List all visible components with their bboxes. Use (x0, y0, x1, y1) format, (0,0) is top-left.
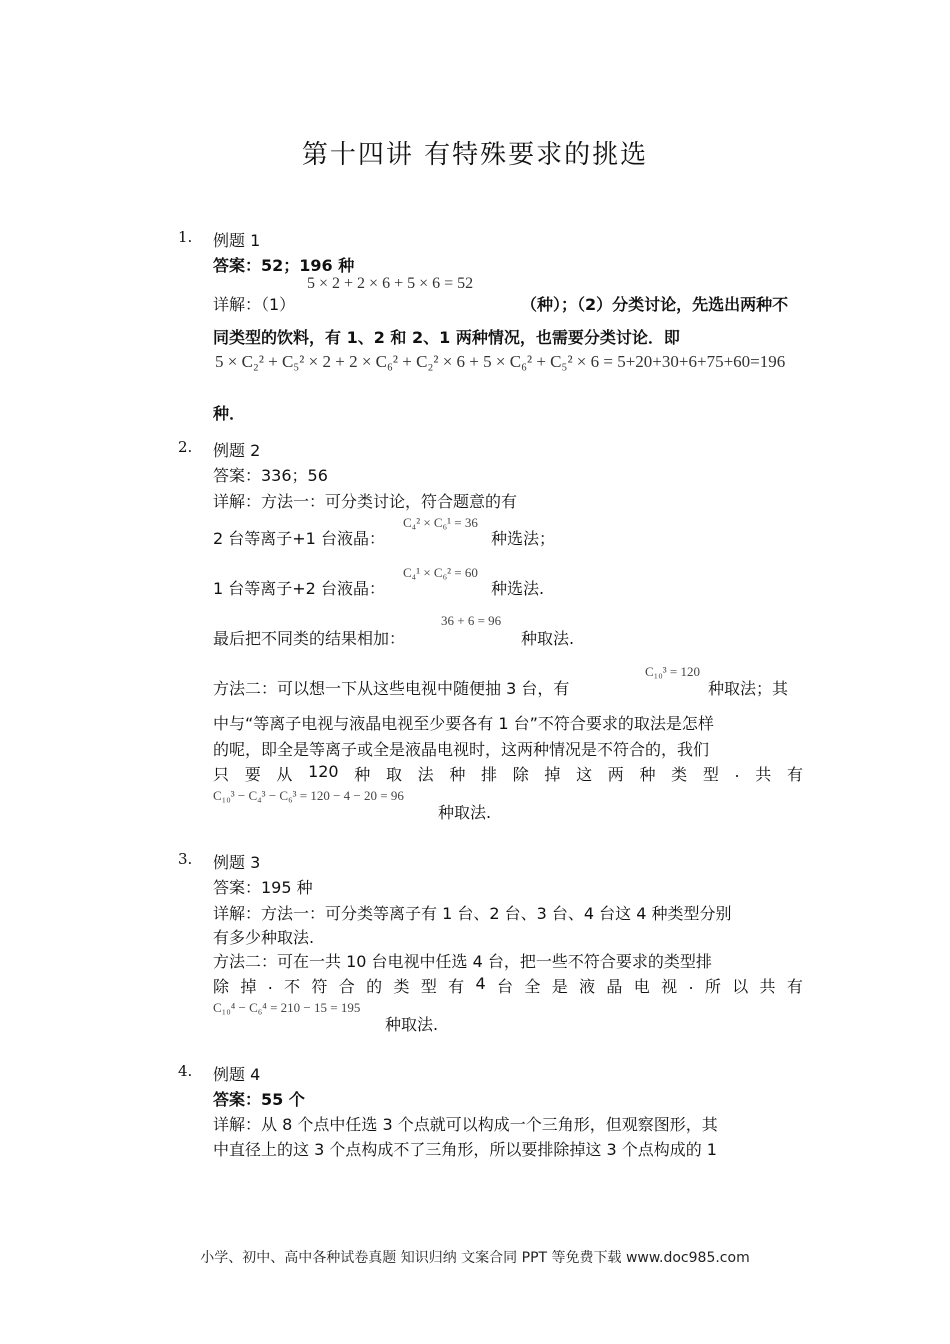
method-2-line-1: 方法二：可在一共 10 台电视中任选 4 台，把一些不符合要求的类型排 (213, 952, 712, 971)
method-2-tail: 种取法；其 (708, 679, 789, 698)
detail-line-1: 详解：从 8 个点中任选 3 个点就可以构成一个三角形，但观察图形，其 (213, 1115, 718, 1134)
word: 的 (366, 977, 383, 996)
word: 两 (607, 765, 624, 784)
word: 型 (420, 977, 437, 996)
item-number: 3. (178, 850, 193, 868)
formula: C₁₀⁴ − C₆⁴ = 210 − 15 = 195 (213, 1000, 361, 1015)
word: 共 (759, 977, 776, 996)
word: 从 (276, 765, 293, 784)
example-label: 例题 2 (213, 441, 261, 460)
method-2-line-1: 方法二：可以想一下从这些电视中随便抽 3 台，有 (213, 679, 570, 698)
formula-1: 5 × 2 + 2 × 6 + 5 × 6 = 52 (307, 275, 474, 292)
example-label: 例题 1 (213, 231, 261, 250)
word: 120 (308, 762, 339, 781)
case-1-tail: 种选法； (491, 529, 556, 548)
detail-tail: （种）；（2）分类讨论，先选出两种不 (521, 295, 789, 314)
detail-line-1: 详解：方法一：可分类等离子有 1 台、2 台、3 台、4 台这 4 种类型分别 (213, 904, 732, 923)
detail-start (213, 292, 295, 315)
word: 视 (661, 977, 678, 996)
item-number: 4. (178, 1062, 193, 1080)
word: 要 (244, 765, 261, 784)
example-label: 例题 3 (213, 853, 261, 872)
word: 不 (284, 977, 301, 996)
case-2-tail: 种选法. (491, 579, 545, 598)
word: 种 (639, 765, 656, 784)
word: 种 (354, 765, 371, 784)
word: 除 (213, 977, 230, 996)
formula-2: 5 × C₂² + C₅² × 2 + 2 × C₆² + C₂² × 6 + 5 × C₆² + C₅² × 6 = 5+20+30+6+75+60=196 (215, 352, 786, 371)
method-2-line-2: 中与“等离子电视与液晶电视至少要各有 1 台”不符合要求的取法是怎样 (213, 714, 714, 733)
word: . (267, 974, 273, 993)
word: 类 (671, 765, 688, 784)
word: 有 (786, 765, 803, 784)
case-2-formula: C₄¹ × C₆² = 60 (403, 565, 478, 580)
sum-formula: 36 + 6 = 96 (441, 613, 502, 628)
tail-text: 种． (213, 404, 246, 423)
method-2-line-2 (213, 974, 803, 997)
word: . (734, 762, 740, 781)
detail-line-2: 中直径上的这 3 个点构成不了三角形，所以要排除掉这 3 个点构成的 1 (213, 1140, 717, 1159)
method-2-formula-2: C₁₀³ − C₄³ − C₆³ = 120 − 4 − 20 = 96 (213, 788, 404, 803)
word: 取 (385, 765, 402, 784)
word: 是 (551, 977, 568, 996)
word: 掉 (544, 765, 561, 784)
word: 液 (579, 977, 596, 996)
word: 电 (633, 977, 650, 996)
word: 合 (338, 977, 355, 996)
example-label: 例题 4 (213, 1065, 261, 1084)
word: . (688, 974, 694, 993)
word: 全 (524, 977, 541, 996)
sum-text: 最后把不同类的结果相加： (213, 629, 406, 648)
word: 法 (417, 765, 434, 784)
word: 种 (449, 765, 466, 784)
method-2-line-4 (213, 762, 803, 785)
answer-text: 答案：52；196 种 (213, 256, 355, 275)
case-1-text: 2 台等离子+1 台液晶： (213, 529, 385, 548)
word: 4 (475, 974, 486, 993)
detail-text: 详解：方法一：可分类讨论，符合题意的有 (213, 492, 518, 511)
word: 只 (213, 765, 230, 784)
word: 掉 (240, 977, 257, 996)
answer-text: 答案：55 个 (213, 1090, 305, 1109)
tail-text: 种取法. (385, 1015, 439, 1034)
method-2-line-3: 的呢，即全是等离子或全是液晶电视时，这两种情况是不符合的，我们 (213, 740, 710, 759)
word: 排 (481, 765, 498, 784)
answer-text: 答案：336；56 (213, 466, 328, 485)
page-footer: 小学、初中、高中各种试卷真题 知识归纳 文案合同 PPT 等免费下载 www.doc985.com (200, 1250, 750, 1266)
word: 有 (448, 977, 465, 996)
detail-line-2: 同类型的饮料，有 1、2 和 2、1 两种情况，也需要分类讨论．即 (213, 328, 680, 347)
page-title: 第十四讲 有特殊要求的挑选 (301, 140, 649, 170)
case-1-formula: C₄² × C₆¹ = 36 (403, 515, 478, 530)
word: 台 (497, 977, 514, 996)
word: 这 (576, 765, 593, 784)
method-2-formula: C₁₀³ = 120 (645, 664, 700, 679)
detail-line-2: 有多少种取法. (213, 928, 315, 947)
detail-start-text: 详解：（1） (213, 295, 296, 314)
item-number: 1. (178, 228, 193, 246)
word: 型 (702, 765, 719, 784)
method-2-tail-2: 种取法. (438, 803, 492, 822)
word: 类 (393, 977, 410, 996)
word: 有 (786, 977, 803, 996)
answer-text: 答案：195 种 (213, 878, 313, 897)
word: 共 (755, 765, 772, 784)
sum-tail: 种取法. (521, 629, 575, 648)
word: 晶 (606, 977, 623, 996)
word: 所 (704, 977, 721, 996)
word: 除 (512, 765, 529, 784)
word: 以 (732, 977, 749, 996)
word: 符 (311, 977, 328, 996)
case-2-text: 1 台等离子+2 台液晶： (213, 579, 385, 598)
item-number: 2. (178, 438, 193, 456)
